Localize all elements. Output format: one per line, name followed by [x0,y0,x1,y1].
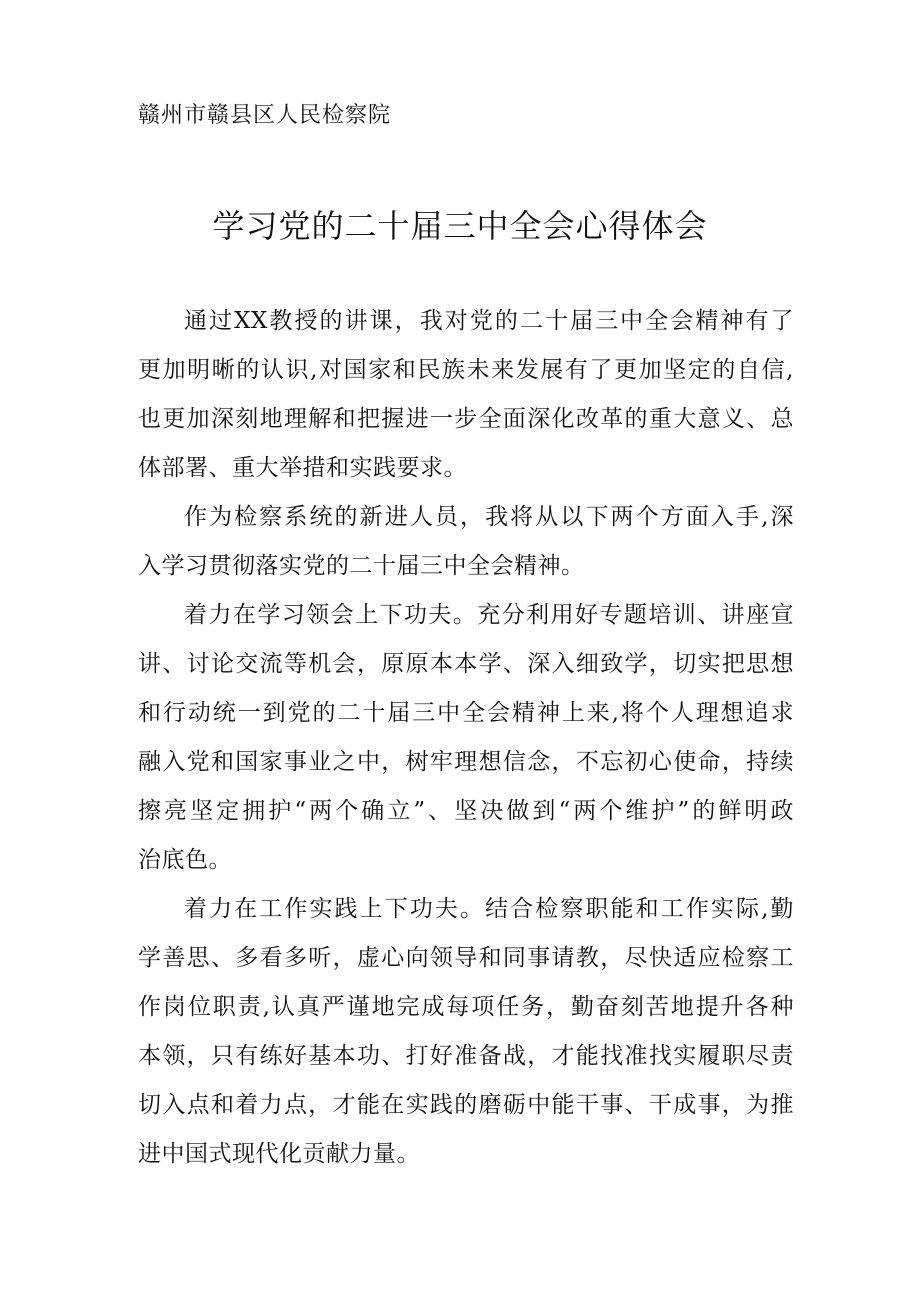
paragraph-line: 本领，只有练好基本功、打好准备战，才能找准找实履职尽责 [138,1043,794,1069]
paragraph-line: 擦亮坚定拥护“两个确立”、坚决做到“两个维护”的鲜明政 [138,798,794,824]
paragraph-line: 更加明晰的认识,对国家和民族未来发展有了更加坚定的自信, [138,357,794,383]
paragraph-line: 融入党和国家事业之中，树牢理想信念，不忘初心使命，持续 [138,749,794,775]
paragraph-line: 入学习贯彻落实党的二十届三中全会精神。 [138,553,585,579]
document-title: 学习党的二十届三中全会心得体会 [212,207,708,245]
paragraph-line: 通过XX教授的讲课，我对党的二十届三中全会精神有了 [184,308,794,334]
document-body [138,297,794,1179]
paragraph-1 [138,297,794,493]
paragraph-line: 切入点和着力点，才能在实践的磨砺中能干事、干成事，为推 [138,1092,794,1118]
paragraph-line: 体部署、重大举措和实践要求。 [138,455,467,481]
paragraph-line: 学善思、多看多听，虚心向领导和同事请教，尽快适应检察工 [138,945,794,971]
paragraph-2 [138,493,794,591]
paragraph-line: 和行动统一到党的二十届三中全会精神上来,将个人理想追求 [138,700,794,726]
paragraph-line: 进中国式现代化贡献力量。 [138,1141,420,1167]
organization-name: 赣州市赣县区人民检察院 [138,103,392,128]
paragraph-line: 讲、讨论交流等机会，原原本本学、深入细致学，切实把思想 [138,651,794,677]
paragraph-line: 治底色。 [138,847,232,873]
paragraph-4 [138,885,794,1179]
paragraph-line: 着力在学习领会上下功夫。充分利用好专题培训、讲座宣 [184,602,794,628]
paragraph-line: 作为检察系统的新进人员，我将从以下两个方面入手,深 [184,504,794,530]
paragraph-line: 着力在工作实践上下功夫。结合检察职能和工作实际,勤 [184,896,794,922]
paragraph-3 [138,591,794,885]
paragraph-line: 作岗位职责,认真严谨地完成每项任务，勤奋刻苦地提升各种 [138,994,794,1020]
paragraph-line: 也更加深刻地理解和把握进一步全面深化改革的重大意义、总 [138,406,794,432]
